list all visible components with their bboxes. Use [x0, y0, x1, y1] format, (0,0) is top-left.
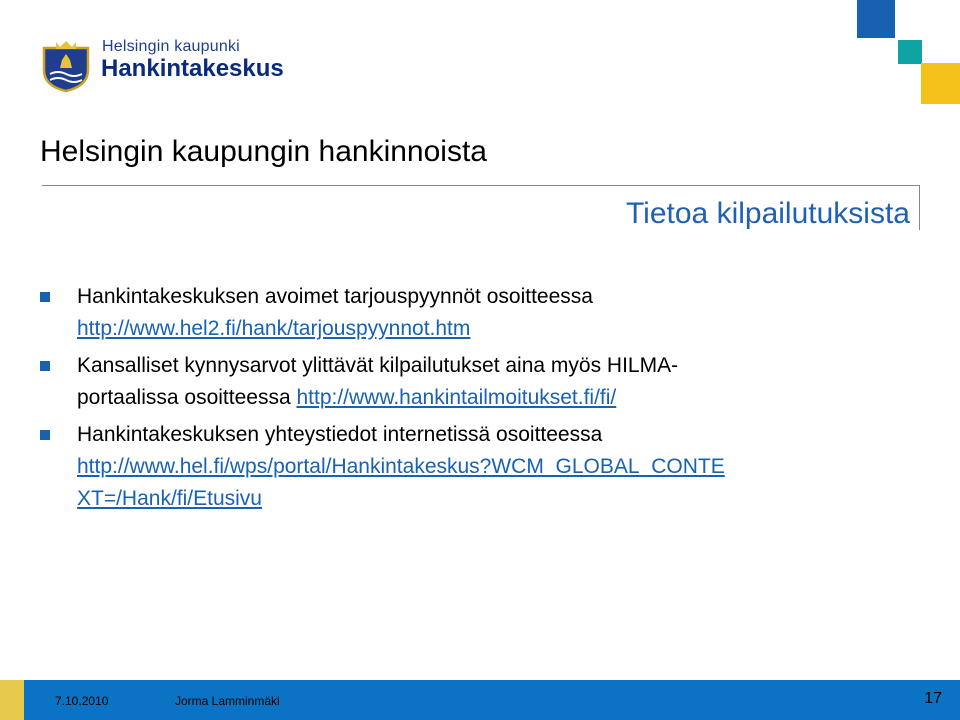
decorative-square-yellow — [921, 63, 960, 104]
bullet-text: Kansalliset kynnysarvot ylittävät kilpailutukset aina myös HILMA- — [77, 354, 679, 377]
slide-title: Helsingin kaupungin hankinnoista — [40, 135, 487, 168]
decorative-square-blue — [857, 0, 895, 38]
square-bullet-icon — [40, 361, 50, 371]
footer-author: Jorma Lamminmäki — [175, 694, 280, 708]
bullet-text: Hankintakeskuksen avoimet tarjouspyynnöt osoitteessa — [77, 285, 593, 308]
city-crest-icon — [42, 38, 90, 92]
bullet-item — [38, 350, 918, 414]
square-bullet-icon — [40, 430, 50, 440]
slide-subtitle: Tietoa kilpailutuksista — [625, 197, 910, 230]
contact-link[interactable]: http://www.hel.fi/wps/portal/Hankintakeskus?WCM_GLOBAL_CONTE — [77, 455, 725, 478]
bullet-item — [38, 419, 918, 515]
bullet-text: Hankintakeskuksen yhteystiedot internetissä osoitteessa — [77, 423, 603, 446]
slide-footer — [0, 680, 960, 720]
organization-logo — [42, 38, 302, 92]
footer-date: 7.10.2010 — [55, 694, 109, 708]
page-number: 17 — [924, 690, 942, 707]
square-bullet-icon — [40, 292, 50, 302]
logo-department-name: Hankintakeskus — [101, 55, 284, 82]
bullet-list — [38, 281, 918, 515]
logo-city-name: Helsingin kaupunki — [102, 38, 240, 55]
contact-link-continued[interactable]: XT=/Hank/fi/Etusivu — [77, 487, 262, 510]
hilma-link[interactable]: http://www.hankintailmoitukset.fi/fi/ — [296, 386, 617, 409]
bullet-text: portaalissa osoitteessa — [77, 386, 297, 409]
title-divider-horizontal — [42, 185, 920, 186]
footer-accent-block — [0, 680, 24, 720]
title-divider-vertical — [919, 185, 920, 230]
bullet-item — [38, 281, 918, 345]
tender-link[interactable]: http://www.hel2.fi/hank/tarjouspyynnot.htm — [77, 317, 471, 340]
decorative-square-teal — [898, 40, 922, 64]
